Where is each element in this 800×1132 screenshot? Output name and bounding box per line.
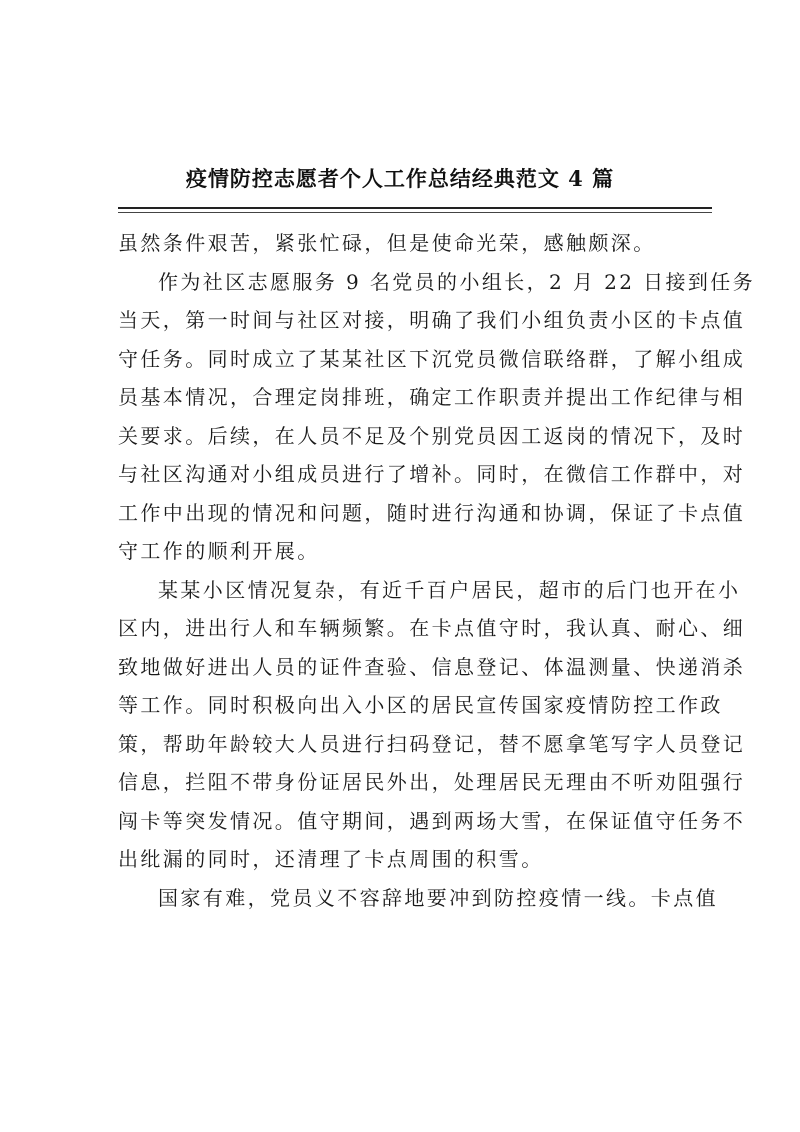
body-line: 策，帮助年龄较大人员进行扫码登记，替不愿拿笔写字人员登记: [118, 731, 746, 756]
body-line: 虽然条件艰苦，紧张忙碌，但是使命光荣，感触颇深。: [118, 231, 656, 255]
body-line: 出纰漏的同时，还清理了卡点周围的积雪。: [118, 847, 544, 871]
body-line: 致地做好进出人员的证件查验、信息登记、体温测量、快递消杀: [118, 654, 746, 679]
body-line: 信息，拦阻不带身份证居民外出，处理居民无理由不听劝阻强行: [118, 770, 746, 794]
body-line: 关要求。后续，在人员不足及个别党员因工返岗的情况下，及时: [118, 423, 746, 448]
body-line: 守任务。同时成立了某某社区下沉党员微信联络群，了解小组成: [118, 346, 746, 371]
body-line: 与社区沟通对小组成员进行了增补。同时，在微信工作群中，对: [118, 462, 746, 486]
document-title: 疫情防控志愿者个人工作总结经典范文 4 篇: [185, 166, 615, 191]
body-line: 闯卡等突发情况。值守期间，遇到两场大雪，在保证值守任务不: [118, 808, 746, 833]
body-line: 作为社区志愿服务 9 名党员的小组长，2 月 22 日接到任务: [158, 269, 756, 294]
body-line: 某某小区情况复杂，有近千百户居民，超市的后门也开在小: [158, 577, 741, 602]
body-line: 国家有难，党员义不容辞地要冲到防控疫情一线。卡点值: [158, 885, 718, 910]
title-divider-thick: [118, 207, 712, 209]
body-line: 工作中出现的情况和问题，随时进行沟通和协调，保证了卡点值: [118, 500, 746, 525]
document-body: [118, 224, 756, 917]
body-line: 当天，第一时间与社区对接，明确了我们小组负责小区的卡点值: [118, 308, 746, 332]
body-line: 员基本情况，合理定岗排班，确定工作职责并提出工作纪律与相: [118, 385, 746, 409]
body-line: 等工作。同时积极向出入小区的居民宣传国家疫情防控工作政: [118, 693, 723, 717]
body-line: 区内，进出行人和车辆频繁。在卡点值守时，我认真、耐心、细: [118, 616, 746, 640]
body-line: 守工作的顺利开展。: [118, 539, 320, 563]
title-divider-thin: [118, 212, 712, 213]
